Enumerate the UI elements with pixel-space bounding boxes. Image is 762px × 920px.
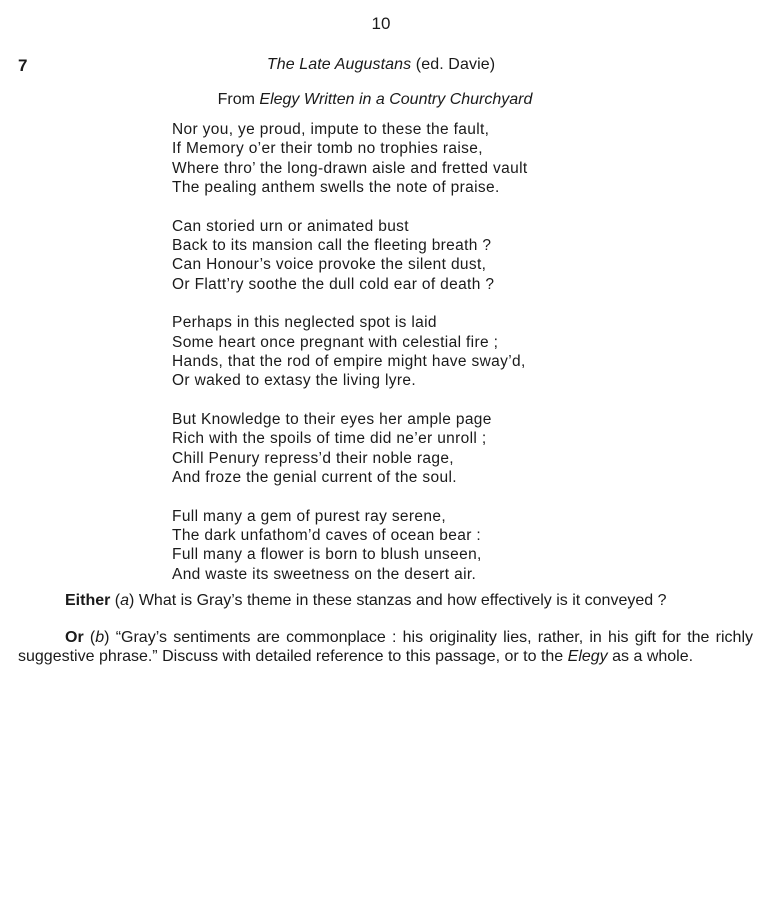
- option-keyword-either: Either: [65, 592, 111, 609]
- stanza: [172, 313, 528, 390]
- poem-line: But Knowledge to their eyes her ample page: [172, 411, 492, 429]
- question-option-b: [18, 628, 753, 667]
- poem-heading-prefix: From: [217, 91, 255, 108]
- stanza: [172, 507, 528, 584]
- book-editor: (ed. Davie): [415, 56, 496, 73]
- poem-line: Back to its mansion call the fleeting breath ?: [172, 236, 492, 254]
- poem-line: Perhaps in this neglected spot is laid: [172, 314, 437, 332]
- option-letter-b: b: [95, 628, 105, 646]
- poem-line: The pealing anthem swells the note of praise.: [172, 178, 500, 196]
- book-title-italic: The Late Augustans: [266, 56, 412, 73]
- poem-line: Chill Penury repress’d their noble rage,: [172, 449, 454, 467]
- poem-line: Can Honour’s voice provoke the silent dust,: [172, 256, 487, 274]
- question-option-a: [18, 591, 753, 611]
- poem-line: Nor you, ye proud, impute to these the fault,: [172, 121, 490, 138]
- poem-line: Some heart once pregnant with celestial fire ;: [172, 333, 499, 351]
- stanza: [172, 217, 528, 294]
- poem-line: Full many a flower is born to blush unseen,: [172, 546, 482, 564]
- option-letter-a: a: [120, 592, 130, 609]
- poem-line: Hands, that the rod of empire might have sway’d,: [172, 352, 526, 370]
- stanza: [172, 410, 528, 487]
- poem-heading-title: Elegy Written in a Country Churchyard: [259, 91, 533, 108]
- option-b-text: “Gray’s sentiments are commonplace : his originality lies, rather, in his gift for the richly suggestive phrase.” Discuss with detailed reference to this passage, or to the: [18, 628, 754, 665]
- question-number: 7: [18, 56, 28, 75]
- poem-heading: [0, 91, 750, 109]
- option-keyword-or: Or: [65, 628, 84, 646]
- option-label-b: (b): [89, 628, 110, 646]
- option-b-text-end: as a whole.: [612, 648, 694, 665]
- poem-text: [172, 120, 528, 603]
- stanza: [172, 120, 528, 197]
- poem-line: Full many a gem of purest ray serene,: [172, 507, 446, 525]
- poem-line: Or Flatt’ry soothe the dull cold ear of death ?: [172, 275, 495, 293]
- poem-line: And waste its sweetness on the desert air.: [172, 565, 477, 583]
- book-title: [0, 56, 762, 74]
- poem-line: Or waked to extasy the living lyre.: [172, 372, 416, 390]
- option-label-a: (a): [114, 592, 135, 609]
- poem-line: Can storied urn or animated bust: [172, 217, 409, 235]
- page-number: 10: [371, 14, 391, 33]
- poem-line: Rich with the spoils of time did ne’er unroll ;: [172, 430, 487, 448]
- poem-line: The dark unfathom’d caves of ocean bear :: [172, 527, 482, 545]
- poem-line: If Memory o’er their tomb no trophies raise,: [172, 140, 483, 158]
- question-options: [18, 591, 753, 684]
- poem-line: And froze the genial current of the soul.: [172, 468, 457, 486]
- option-b-italic-title: Elegy: [567, 648, 608, 665]
- option-a-text: What is Gray’s theme in these stanzas and how effectively is it conveyed ?: [138, 592, 667, 609]
- poem-line: Where thro’ the long-drawn aisle and fretted vault: [172, 159, 528, 177]
